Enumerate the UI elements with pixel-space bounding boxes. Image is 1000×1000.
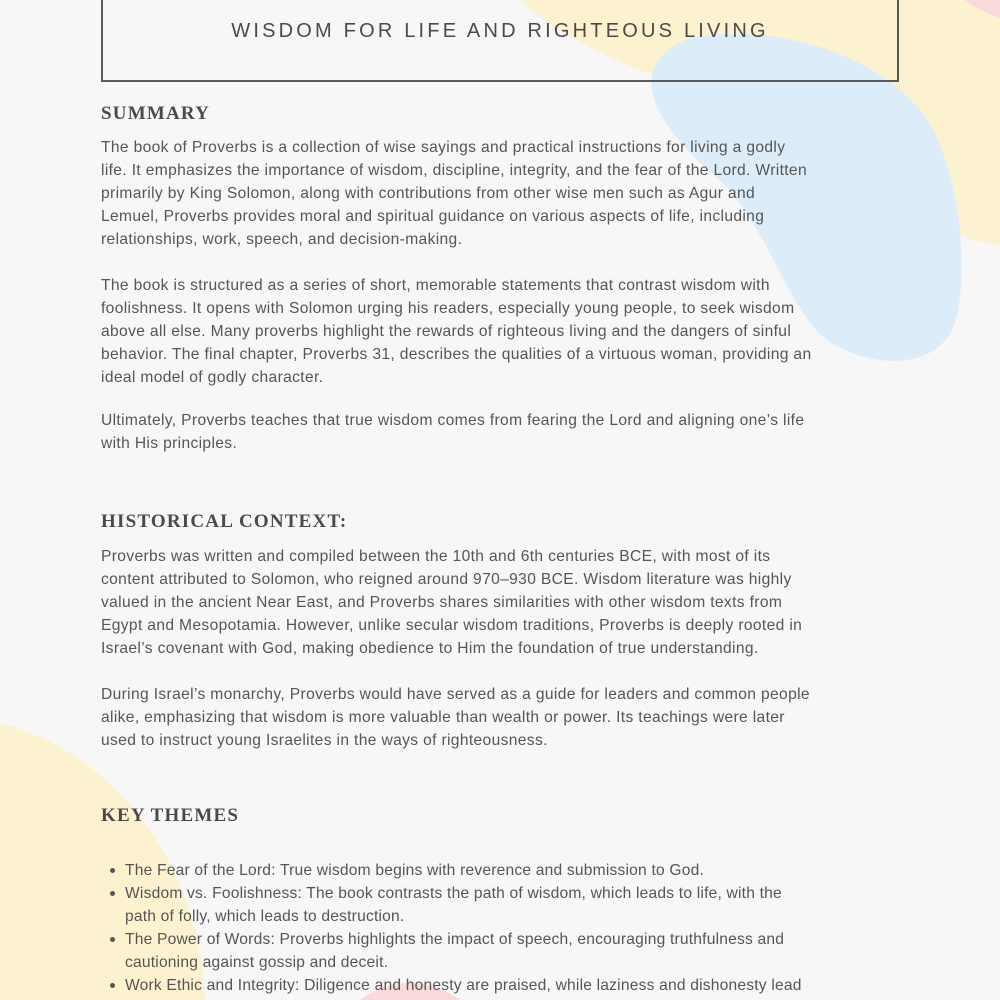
text-line: content attributed to Solomon, who reigned around 970–930 BCE. Wisdom literature was highly	[101, 571, 792, 588]
text-line: Work Ethic and Integrity: Diligence and honesty are praised, while laziness and dishonesty lead	[125, 977, 802, 994]
key-theme-item	[101, 859, 802, 882]
text-line: Proverbs was written and compiled between the 10th and 6th centuries BCE, with most of its	[101, 548, 771, 565]
summary-heading: SUMMARY	[101, 103, 211, 124]
key-theme-item	[101, 882, 802, 928]
page-subtitle: WISDOM FOR LIFE AND RIGHTEOUS LIVING	[231, 20, 769, 42]
text-line: primarily by King Solomon, along with contributions from other wise men such as Agur and	[101, 185, 755, 202]
key-theme-item	[101, 928, 802, 974]
text-line: path of folly, which leads to destruction.	[125, 908, 405, 925]
text-line: Ultimately, Proverbs teaches that true wisdom comes from fearing the Lord and aligning one’s life	[101, 412, 805, 429]
text-line: cautioning against gossip and deceit.	[125, 954, 389, 971]
text-line: Egypt and Mesopotamia. However, unlike secular wisdom traditions, Proverbs is deeply rooted in	[101, 617, 803, 634]
text-line: The Power of Words: Proverbs highlights the impact of speech, encouraging truthfulness and	[125, 931, 785, 948]
bullet-icon	[110, 868, 115, 873]
bullet-icon	[110, 983, 115, 988]
summary-paragraph-2	[101, 274, 921, 389]
key-themes-list	[101, 859, 802, 997]
text-line: with His principles.	[101, 435, 238, 452]
text-line: behavior. The final chapter, Proverbs 31, describes the qualities of a virtuous woman, providing an	[101, 346, 812, 363]
text-line: life. It emphasizes the importance of wisdom, discipline, integrity, and the fear of the Lord. Written	[101, 162, 807, 179]
text-line: Wisdom vs. Foolishness: The book contrasts the path of wisdom, which leads to life, with the	[125, 885, 782, 902]
text-line: Israel’s covenant with God, making obedience to Him the foundation of true understanding.	[101, 640, 759, 657]
historical-paragraph-2	[101, 683, 921, 752]
text-line: Lemuel, Proverbs provides moral and spiritual guidance on various aspects of life, including	[101, 208, 765, 225]
bullet-icon	[110, 937, 115, 942]
key-themes-heading: KEY THEMES	[101, 805, 240, 826]
historical-context-heading: HISTORICAL CONTEXT:	[101, 511, 348, 532]
text-line: ideal model of godly character.	[101, 369, 324, 386]
text-line: The book is structured as a series of short, memorable statements that contrast wisdom with	[101, 277, 770, 294]
historical-paragraph-1	[101, 545, 921, 660]
text-line: used to instruct young Israelites in the ways of righteousness.	[101, 732, 548, 749]
text-line: During Israel’s monarchy, Proverbs would have served as a guide for leaders and common people	[101, 686, 810, 703]
bullet-icon	[110, 891, 115, 896]
summary-paragraph-3	[101, 409, 921, 455]
text-line: foolishness. It opens with Solomon urging his readers, especially young people, to seek wisdom	[101, 300, 795, 317]
key-theme-item	[101, 974, 802, 997]
text-line: above all else. Many proverbs highlight the rewards of righteous living and the dangers of sinful	[101, 323, 792, 340]
text-line: valued in the ancient Near East, and Proverbs shares similarities with other wisdom texts from	[101, 594, 783, 611]
text-line: alike, emphasizing that wisdom is more valuable than wealth or power. Its teachings were later	[101, 709, 785, 726]
title-box	[101, 0, 899, 82]
text-line: The Fear of the Lord: True wisdom begins with reverence and submission to God.	[125, 862, 704, 879]
summary-paragraph-1	[101, 136, 921, 251]
text-line: relationships, work, speech, and decision-making.	[101, 231, 463, 248]
text-line: The book of Proverbs is a collection of wise sayings and practical instructions for living a godly	[101, 139, 786, 156]
